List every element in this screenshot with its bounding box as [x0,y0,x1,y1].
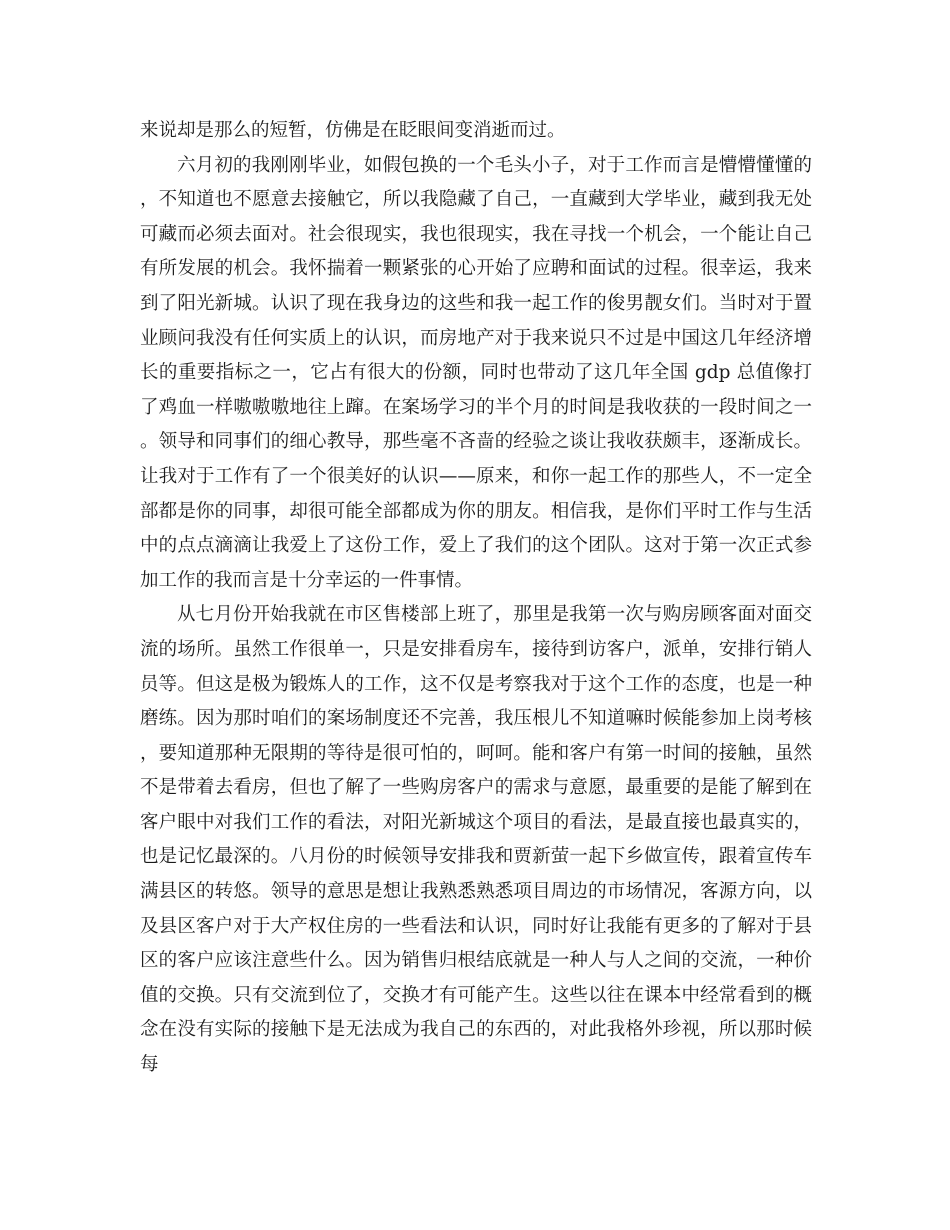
paragraph-sales-office: 从七月份开始我就在市区售楼部上班了，那里是我第一次与购房顾客面对面交流的场所。虽然工作很单一，只是安排看房车，接待到访客户，派单，安排行销人员等。但这是极为锻炼人的工作，这不仅是考察我对于这个工作的态度，也是一种磨练。因为那时咱们的案场制度还不完善，我压根儿不知道嘛时候能参加上岗考核，要知道那种无限期的等待是很可怕的，呵呵。能和客户有第一时间的接触，虽然不是带着去看房，但也了解了一些购房客户的需求与意愿，最重要的是能了解到在客户眼中对我们工作的看法，对阳光新城这个项目的看法，是最直接也最真实的，也是记忆最深的。八月份的时候领导安排我和贾新萤一起下乡做宣传，跟着宣传车满县区的转悠。领导的意思是想让我熟悉熟悉项目周边的市场情况，客源方向，以及县区客户对于大产权住房的一些看法和认识，同时好让我能有更多的了解对于县区的客户应该注意些什么。因为销售归根结底就是一种人与人之间的交流，一种价值的交换。只有交流到位了，交换才有可能产生。这些以往在课本中经常看到的概念在没有实际的接触下是无法成为我自己的东西的，对此我格外珍视，所以那时候每 [140,604,812,1076]
paragraph-continuation: 来说却是那么的短暂，仿佛是在眨眼间变消逝而过。 [140,120,566,141]
document-body [140,114,812,1083]
paragraph-graduation: 六月初的我刚刚毕业，如假包换的一个毛头小子，对于工作而言是懵懵懂懂的，不知道也不愿意去接触它，所以我隐藏了自己，一直藏到大学毕业，藏到我无处可藏而必须去面对。社会很现实，我也很现实，我在寻找一个机会，一个能让自己有所发展的机会。我怀揣着一颗紧张的心开始了应聘和面试的过程。很幸运，我来到了阳光新城。认识了现在我身边的这些和我一起工作的俊男靓女们。当时对于置业顾问我没有任何实质上的认识，而房地产对于我来说只不过是中国这几年经济增长的重要指标之一，它占有很大的份额，同时也带动了这几年全国 gdp 总值像打了鸡血一样嗷嗷嗷地往上蹿。在案场学习的半个月的时间是我收获的一段时间之一。领导和同事们的细心教导，那些毫不吝啬的经验之谈让我收获颇丰，逐渐成长。让我对于工作有了一个很美好的认识——原来，和你一起工作的那些人，不一定全部都是你的同事，却很可能全部都成为你的朋友。相信我，是你们平时工作与生活中的点点滴滴让我爱上了这份工作，爱上了我们的这个团队。这对于第一次正式参加工作的我而言是十分幸运的一件事情。 [140,154,812,591]
